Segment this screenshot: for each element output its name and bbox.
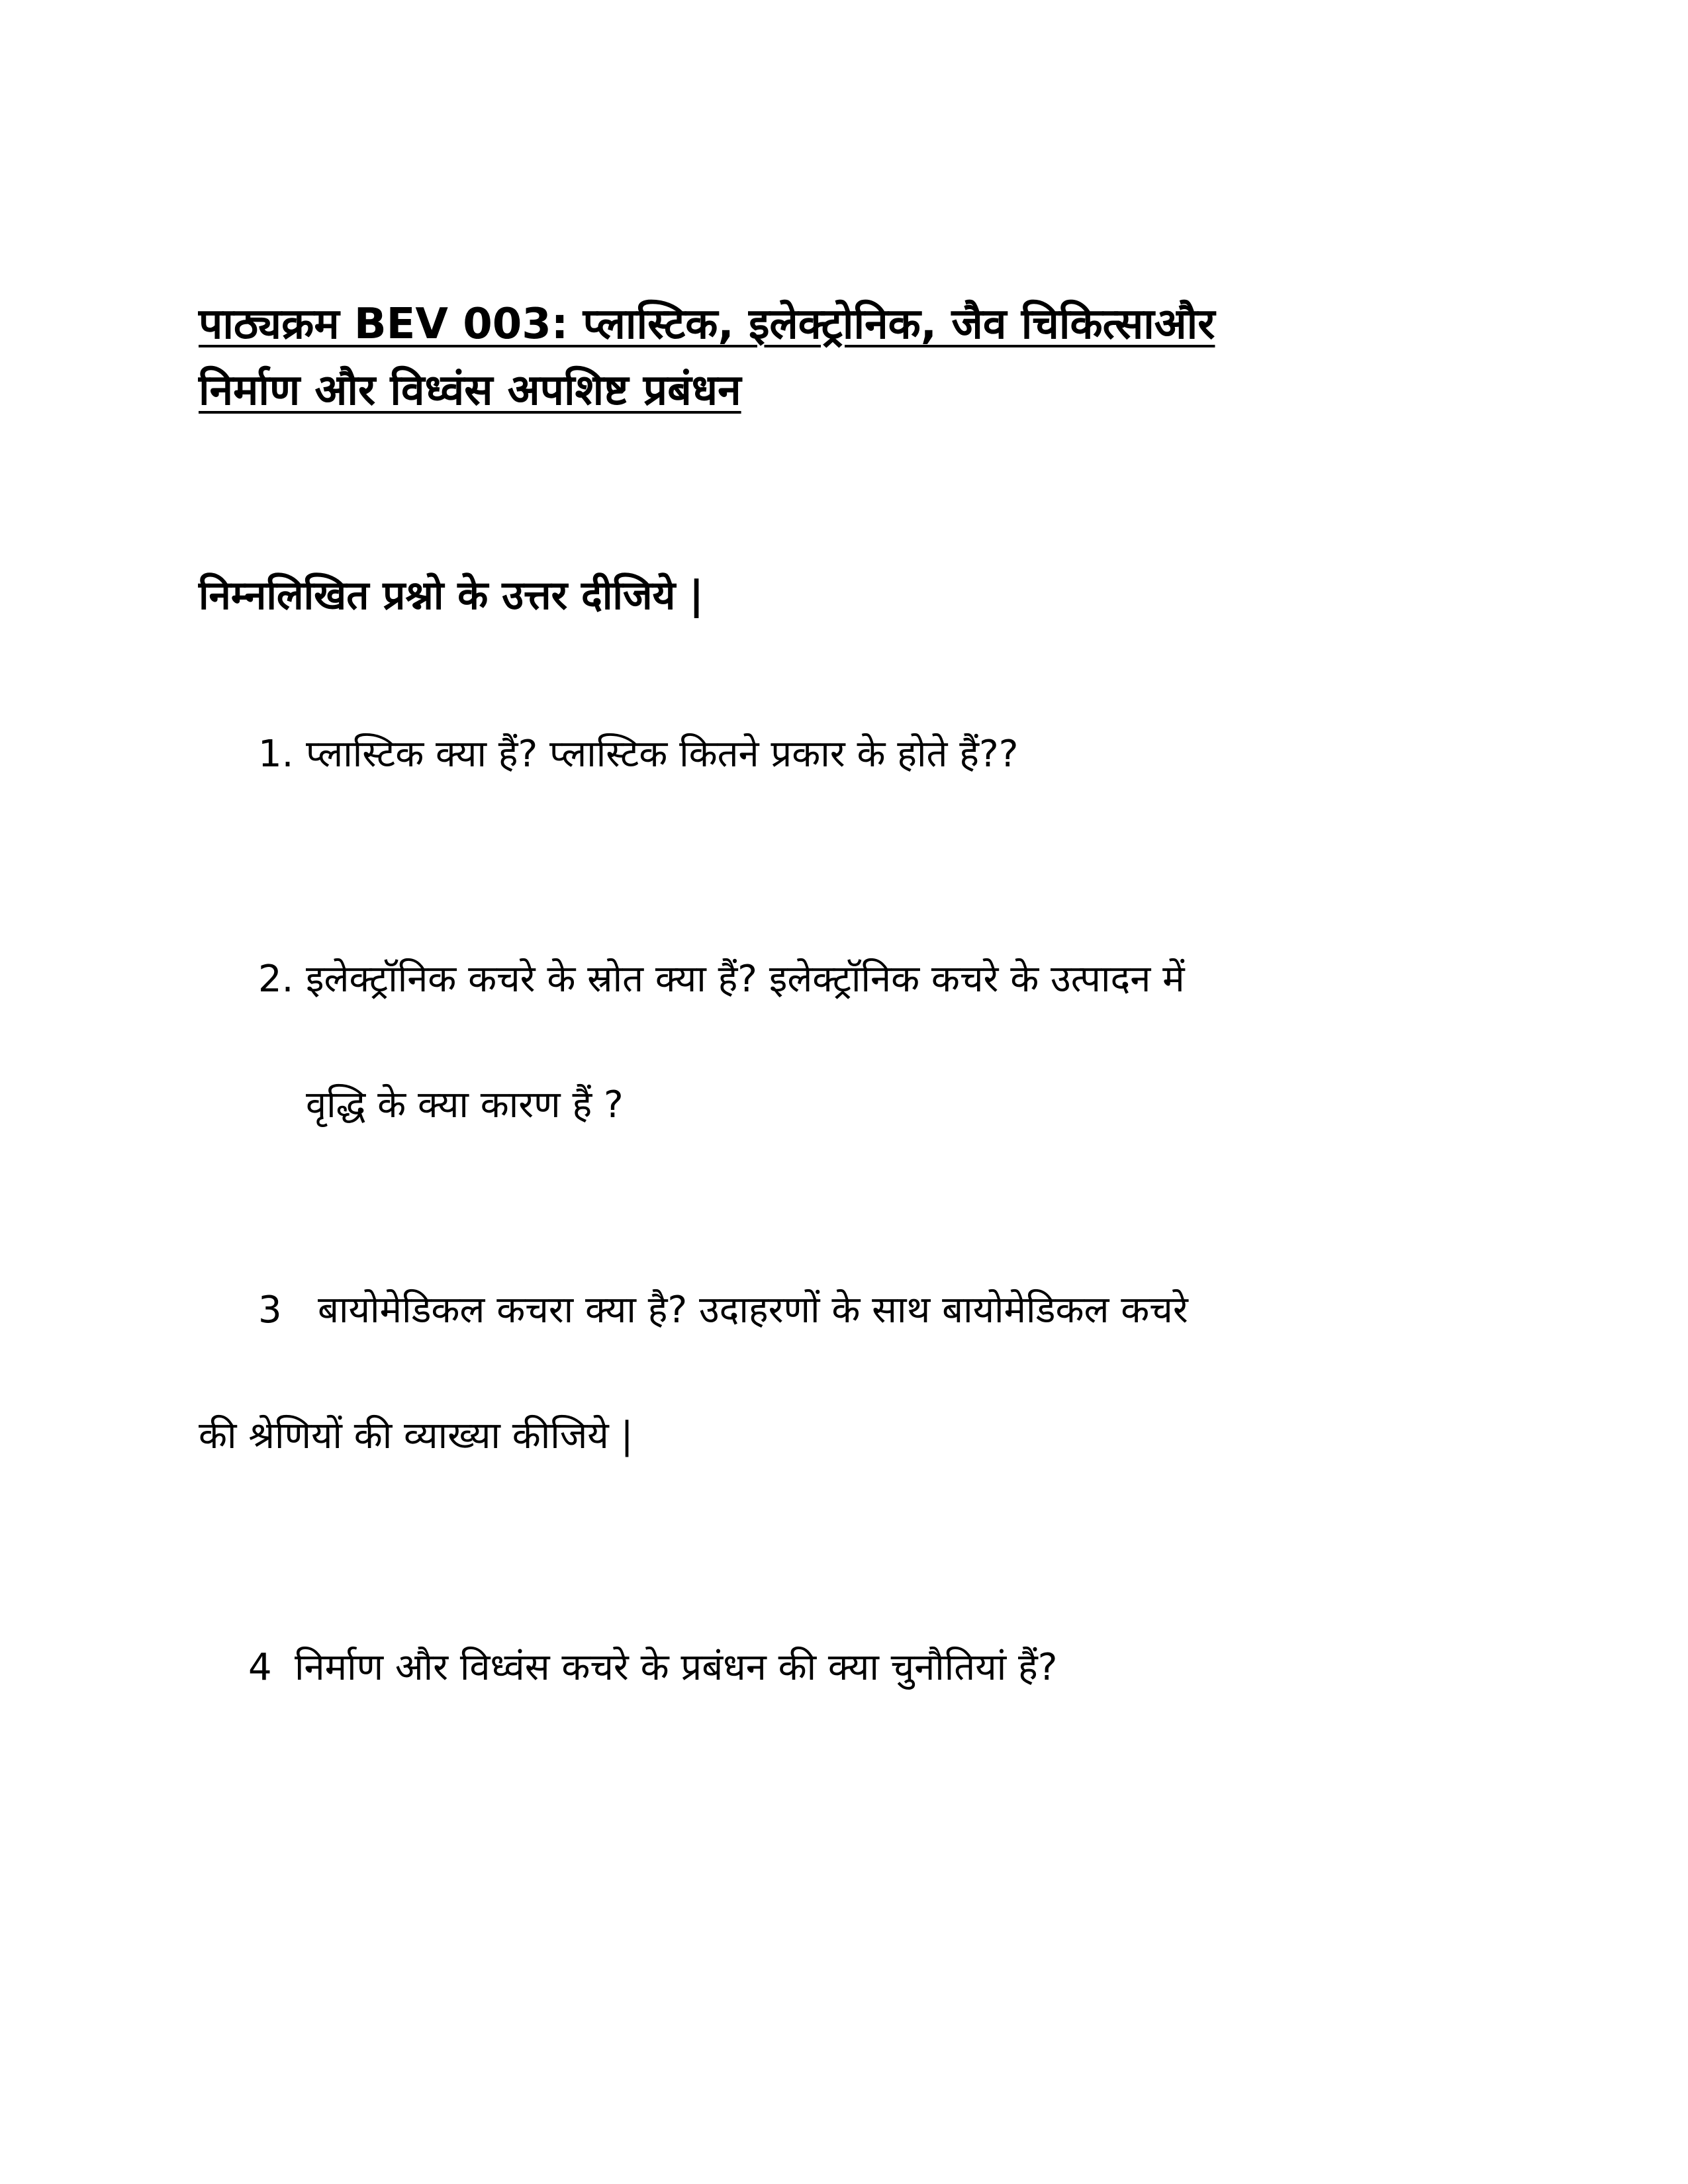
course-title-line-1: पाठ्यक्रम BEV 003: प्लास्टिक, इलेक्ट्रोनिक, जैव चिकित्साऔर <box>199 300 1215 349</box>
question-1 <box>258 721 1018 788</box>
question-3 <box>258 1277 1188 1343</box>
question-3-continuation: की श्रेणियों की व्याख्या कीजिये | <box>199 1414 633 1457</box>
question-4 <box>248 1635 1057 1701</box>
question-4-number: 4 <box>248 1646 272 1689</box>
course-title <box>199 291 1523 424</box>
question-2-continuation: वृद्धि के क्या कारण हैं ? <box>306 1083 624 1126</box>
question-2-text: इलेक्ट्रॉनिक कचरे के स्रोत क्या हैं? इलेक्ट्रॉनिक कचरे के उत्पादन में <box>306 958 1185 1001</box>
question-2 <box>258 946 1185 1013</box>
question-1-text: प्लास्टिक क्या हैं? प्लास्टिक कितने प्रकार के होते हैं?? <box>306 733 1019 776</box>
question-3-text: बायोमेडिकल कचरा क्या है? उदाहरणों के साथ बायोमेडिकल कचरे <box>318 1289 1188 1332</box>
instruction-heading: निम्नलिखित प्रश्नो के उत्तर दीजिये | <box>199 572 704 619</box>
question-3-number: 3 <box>258 1289 282 1332</box>
question-2-number: 2. <box>258 958 294 1001</box>
course-title-line-2: निर्माण और विध्वंस अपशिष्ट प्रबंधन <box>199 366 741 415</box>
question-4-text: निर्माण और विध्वंस कचरे के प्रबंधन की क्या चुनौतियां हैं? <box>295 1646 1058 1689</box>
question-1-number: 1. <box>258 733 294 776</box>
